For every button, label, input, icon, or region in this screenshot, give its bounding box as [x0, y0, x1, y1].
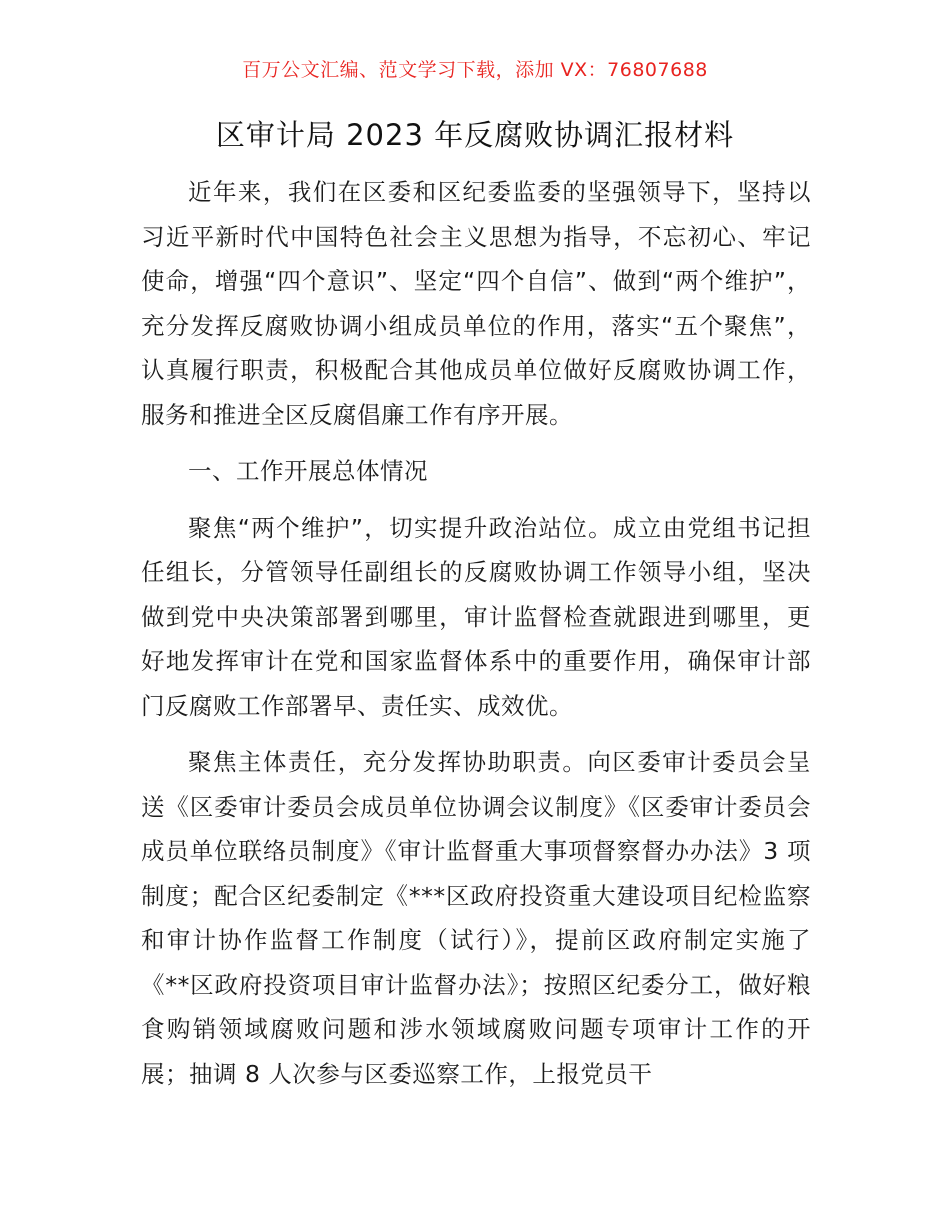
document-title: 区审计局 2023 年反腐败协调汇报材料: [215, 118, 735, 152]
document-body: [141, 170, 811, 1108]
header-watermark-note: 百万公文汇编、范文学习下载，添加 VX：76807688: [242, 59, 708, 81]
body-paragraph: 聚焦主体责任，充分发挥协助职责。向区委审计委员会呈送《区委审计委员会成员单位协调会议制度》《区委审计委员会成员单位联络员制度》《审计监督重大事项督察督办办法》3 项制度；配合区纪委制定《***区政府投资重大建设项目纪检监察和审计协作监督工作制度（试行）》，提前区政府制定实施了《**区政府投资项目审计监督办法》；按照区纪委分工，做好粮食购销领域腐败问题和涉水领域腐败问题专项审计工作的开展；抽调 8 人次参与区委巡察工作，上报党员干: [141, 748, 811, 1088]
body-paragraph: 聚焦“两个维护”，切实提升政治站位。成立由党组书记担任组长，分管领导任副组长的反腐败协调工作领导小组，坚决做到党中央决策部署到哪里，审计监督检查就跟进到哪里，更好地发挥审计在党和国家监督体系中的重要作用，确保审计部门反腐败工作部署早、责任实、成效优。: [141, 513, 811, 720]
intro-paragraph: 近年来，我们在区委和区纪委监委的坚强领导下，坚持以习近平新时代中国特色社会主义思想为指导，不忘初心、牢记使命，增强“四个意识”、坚定“四个自信”、做到“两个维护”，充分发挥反腐败协调小组成员单位的作用，落实“五个聚焦”，认真履行职责，积极配合其他成员单位做好反腐败协调工作，服务和推进全区反腐倡廉工作有序开展。: [141, 178, 811, 429]
section-heading: 一、工作开展总体情况: [188, 457, 428, 485]
